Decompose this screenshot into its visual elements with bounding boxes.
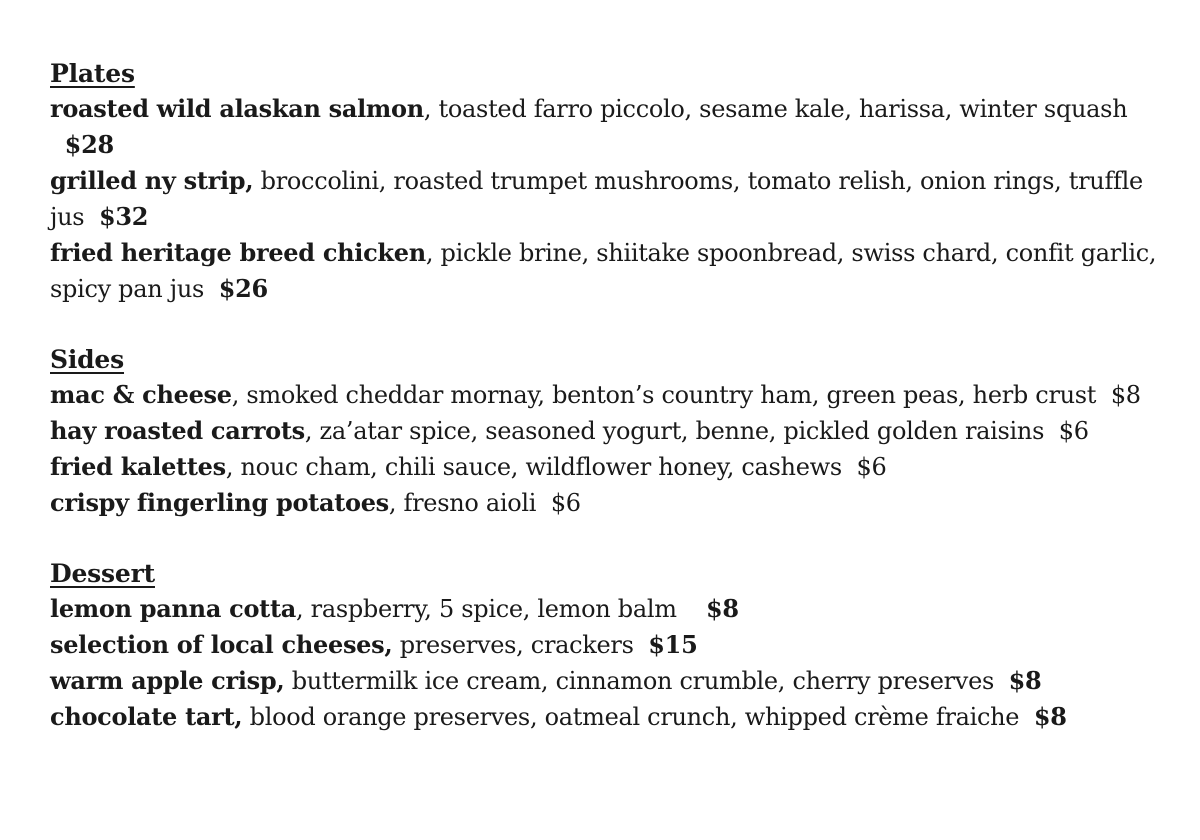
item-description: , smoked cheddar mornay, benton’s country ham, green peas, herb crust	[231, 381, 1097, 409]
item-price: $8	[1033, 702, 1067, 731]
item-description: , nouc cham, chili sauce, wildflower honey, cashews	[225, 453, 842, 481]
menu-item	[50, 485, 1160, 521]
menu-item	[50, 663, 1160, 699]
item-price: $28	[64, 130, 114, 159]
item-price: $32	[99, 202, 149, 231]
item-description: , fresno aioli	[388, 489, 537, 517]
item-price: $26	[218, 274, 268, 303]
menu-item	[50, 413, 1160, 449]
menu-item	[50, 91, 1160, 163]
menu-item	[50, 699, 1160, 735]
item-name: mac & cheese	[50, 380, 232, 409]
item-price: $6	[856, 453, 887, 481]
item-price: $8	[706, 594, 739, 623]
item-price: $15	[648, 630, 698, 659]
item-price: $6	[1058, 417, 1089, 445]
item-description: buttermilk ice cream, cinnamon crumble, cherry preserves	[284, 667, 994, 695]
item-name: hay roasted carrots	[50, 416, 305, 445]
item-description: blood orange preserves, oatmeal crunch, whipped crème fraiche	[242, 703, 1020, 731]
item-price: $6	[550, 489, 581, 517]
menu-item	[50, 591, 1160, 627]
item-description: , pickle brine, shiitake spoonbread, swiss chard, confit garlic, spicy pan jus	[50, 239, 1157, 303]
item-name: warm apple crisp,	[50, 666, 285, 695]
section-dessert	[50, 556, 1160, 735]
item-price: $8	[1008, 666, 1042, 695]
menu-item	[50, 235, 1160, 307]
item-name: crispy fingerling potatoes	[50, 488, 389, 517]
section-heading: Sides	[50, 345, 125, 374]
item-price: $8	[1110, 381, 1141, 409]
item-name: chocolate tart,	[50, 702, 243, 731]
item-name: roasted wild alaskan salmon	[50, 94, 424, 123]
item-description: preserves, crackers	[392, 631, 634, 659]
item-description: , raspberry, 5 spice, lemon balm	[295, 595, 677, 623]
item-description: broccolini, roasted trumpet mushrooms, tomato relish, onion rings, truffle jus	[50, 167, 1143, 231]
section-plates	[50, 56, 1160, 307]
item-description: , za’atar spice, seasoned yogurt, benne, pickled golden raisins	[304, 417, 1045, 445]
section-sides	[50, 342, 1160, 521]
section-heading: Plates	[50, 59, 135, 88]
item-name: grilled ny strip,	[50, 166, 254, 195]
item-name: lemon panna cotta	[50, 594, 296, 623]
menu-item	[50, 627, 1160, 663]
menu-item	[50, 163, 1160, 235]
item-name: fried heritage breed chicken	[50, 238, 426, 267]
item-name: selection of local cheeses,	[50, 630, 393, 659]
menu-item	[50, 449, 1160, 485]
section-heading: Dessert	[50, 559, 155, 588]
item-name: fried kalettes	[50, 452, 226, 481]
menu	[50, 56, 1160, 735]
menu-item	[50, 377, 1160, 413]
item-description: , toasted farro piccolo, sesame kale, harissa, winter squash	[423, 95, 1128, 123]
